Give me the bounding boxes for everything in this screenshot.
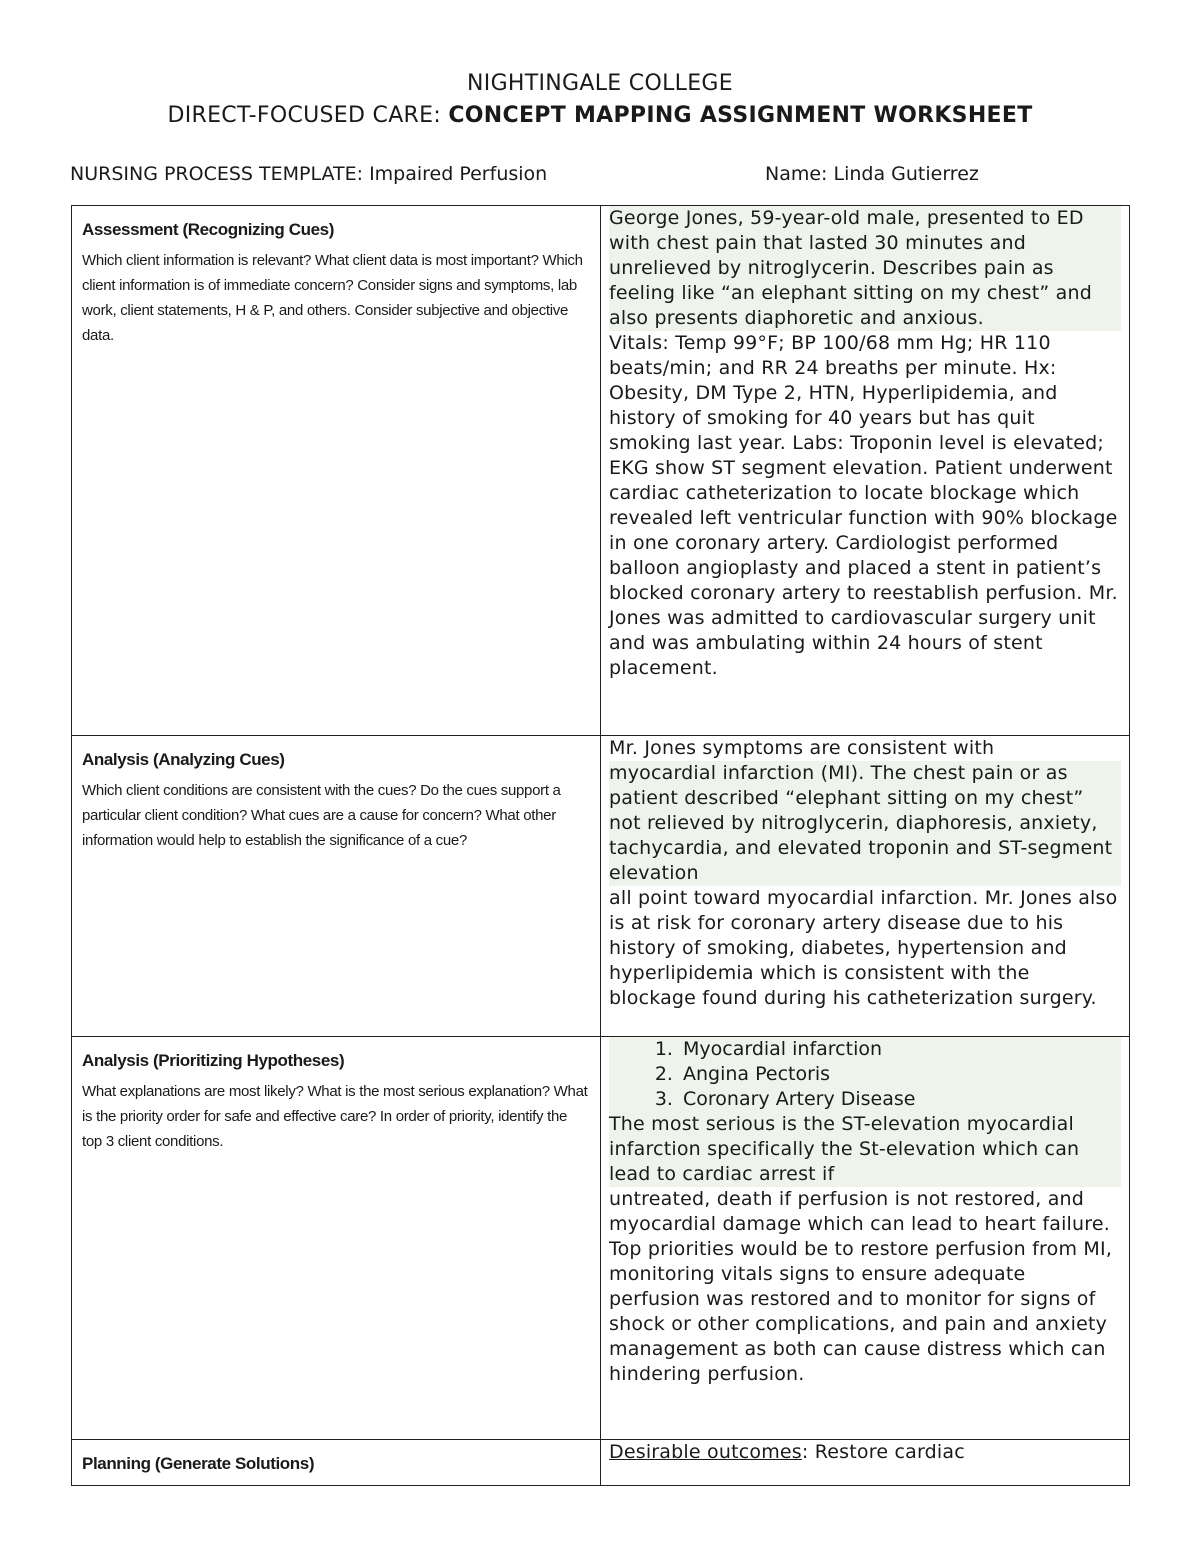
analysis-cues-response: all point toward myocardial infarction. Mr. Jones also is at risk for coronary artery disease due to his history of smoking, diabetes, hypertension and hyperlipidemia which is consistent with the blockage found during his catheterization surgery.	[609, 887, 1118, 1009]
analysis-hypotheses-row	[72, 1037, 1130, 1440]
assessment-response-cell	[601, 206, 1130, 736]
assessment-prompt: Which client information is relevant? What client data is most important? Which client information is of immediate concern? Consider signs and symptoms, lab work, client statements, H & P, and others. Consider subjective and objective data.	[82, 252, 583, 344]
assessment-label-cell	[72, 206, 601, 736]
planning-response	[609, 1440, 1121, 1465]
worksheet-title-prefix: DIRECT-FOCUSED CARE:	[167, 103, 449, 128]
analysis-hypotheses-priorities: Top priorities would be to restore perfusion from MI, monitoring vitals signs to ensure adequate perfusion was restored and to monitor for signs of shock or other complications, and pain and anxiety management as both can cause distress which can hindering perfusion.	[609, 1238, 1113, 1385]
assessment-heading: Assessment (Recognizing Cues)	[82, 220, 334, 239]
analysis-cues-response-cell	[601, 736, 1130, 1037]
student-name: Name: Linda Gutierrez	[765, 163, 979, 185]
list-item: 1. Myocardial infarction	[679, 1037, 1121, 1062]
analysis-hypotheses-response-highlight: The most serious is the ST-elevation myocardial infarction specifically the St-elevation which can lead to cardiac arrest if	[609, 1112, 1121, 1187]
template-label: NURSING PROCESS TEMPLATE: Impaired Perfusion	[70, 163, 548, 185]
analysis-cues-response-highlight: myocardial infarction (MI). The chest pain or as patient described “elephant sitting on my chest” not relieved by nitroglycerin, diaphoresis, anxiety, tachycardia, and elevated troponin and ST-segment elevation	[609, 761, 1121, 886]
analysis-hypotheses-heading: Analysis (Prioritizing Hypotheses)	[82, 1051, 345, 1070]
analysis-cues-response-first: Mr. Jones symptoms are consistent with	[609, 737, 995, 759]
analysis-hypotheses-response-cell	[601, 1037, 1130, 1440]
planning-heading: Planning (Generate Solutions)	[82, 1454, 315, 1473]
analysis-hypotheses-label-cell	[72, 1037, 601, 1440]
planning-row	[72, 1440, 1130, 1486]
desirable-outcomes-text: : Restore cardiac	[801, 1441, 965, 1463]
analysis-cues-heading: Analysis (Analyzing Cues)	[82, 750, 285, 769]
analysis-hypotheses-response: untreated, death if perfusion is not restored, and myocardial damage which can lead to heart failure.	[609, 1188, 1111, 1235]
priority-conditions-list	[609, 1037, 1121, 1112]
desirable-outcomes-label: Desirable outcomes	[609, 1441, 802, 1463]
list-item: 3. Coronary Artery Disease	[679, 1087, 1121, 1112]
assessment-response: Vitals: Temp 99°F; BP 100/68 mm Hg; HR 110 beats/min; and RR 24 breaths per minute. Hx: Obesity, DM Type 2, HTN, Hyperlipidemia, and history of smoking for 40 years but has quit smoking last year. Labs: Troponin level is elevated; EKG show ST segment elevation. Patient underwent cardiac catheterization to locate blockage which revealed left ventricular function with 90% blockage in one coronary artery. Cardiologist performed balloon angioplasty and placed a stent in patient’s blocked coronary artery to reestablish perfusion. Mr. Jones was admitted to cardiovascular surgery unit and was ambulating within 24 hours of stent placement.	[609, 332, 1118, 679]
list-item: 2. Angina Pectoris	[679, 1062, 1121, 1087]
planning-label-cell	[72, 1440, 601, 1486]
college-title: NIGHTINGALE COLLEGE	[467, 71, 733, 96]
assessment-row	[72, 206, 1130, 736]
worksheet-title-bold: CONCEPT MAPPING ASSIGNMENT WORKSHEET	[448, 103, 1033, 128]
planning-response-cell	[601, 1440, 1130, 1486]
worksheet-table	[71, 205, 1130, 1486]
worksheet-title	[0, 103, 1200, 128]
analysis-cues-row	[72, 736, 1130, 1037]
analysis-hypotheses-prompt: What explanations are most likely? What is the most serious explanation? What is the priority order for safe and effective care? In order of priority, identify the top 3 client conditions.	[82, 1083, 588, 1150]
analysis-cues-label-cell	[72, 736, 601, 1037]
assessment-response-highlight: George Jones, 59-year-old male, presented to ED with chest pain that lasted 30 minutes and unrelieved by nitroglycerin. Describes pain as feeling like “an elephant sitting on my chest” and also presents diaphoretic and anxious.	[609, 206, 1121, 331]
analysis-cues-prompt: Which client conditions are consistent with the cues? Do the cues support a particular client condition? What cues are a cause for concern? What other information would help to establish the significance of a cue?	[82, 782, 561, 849]
